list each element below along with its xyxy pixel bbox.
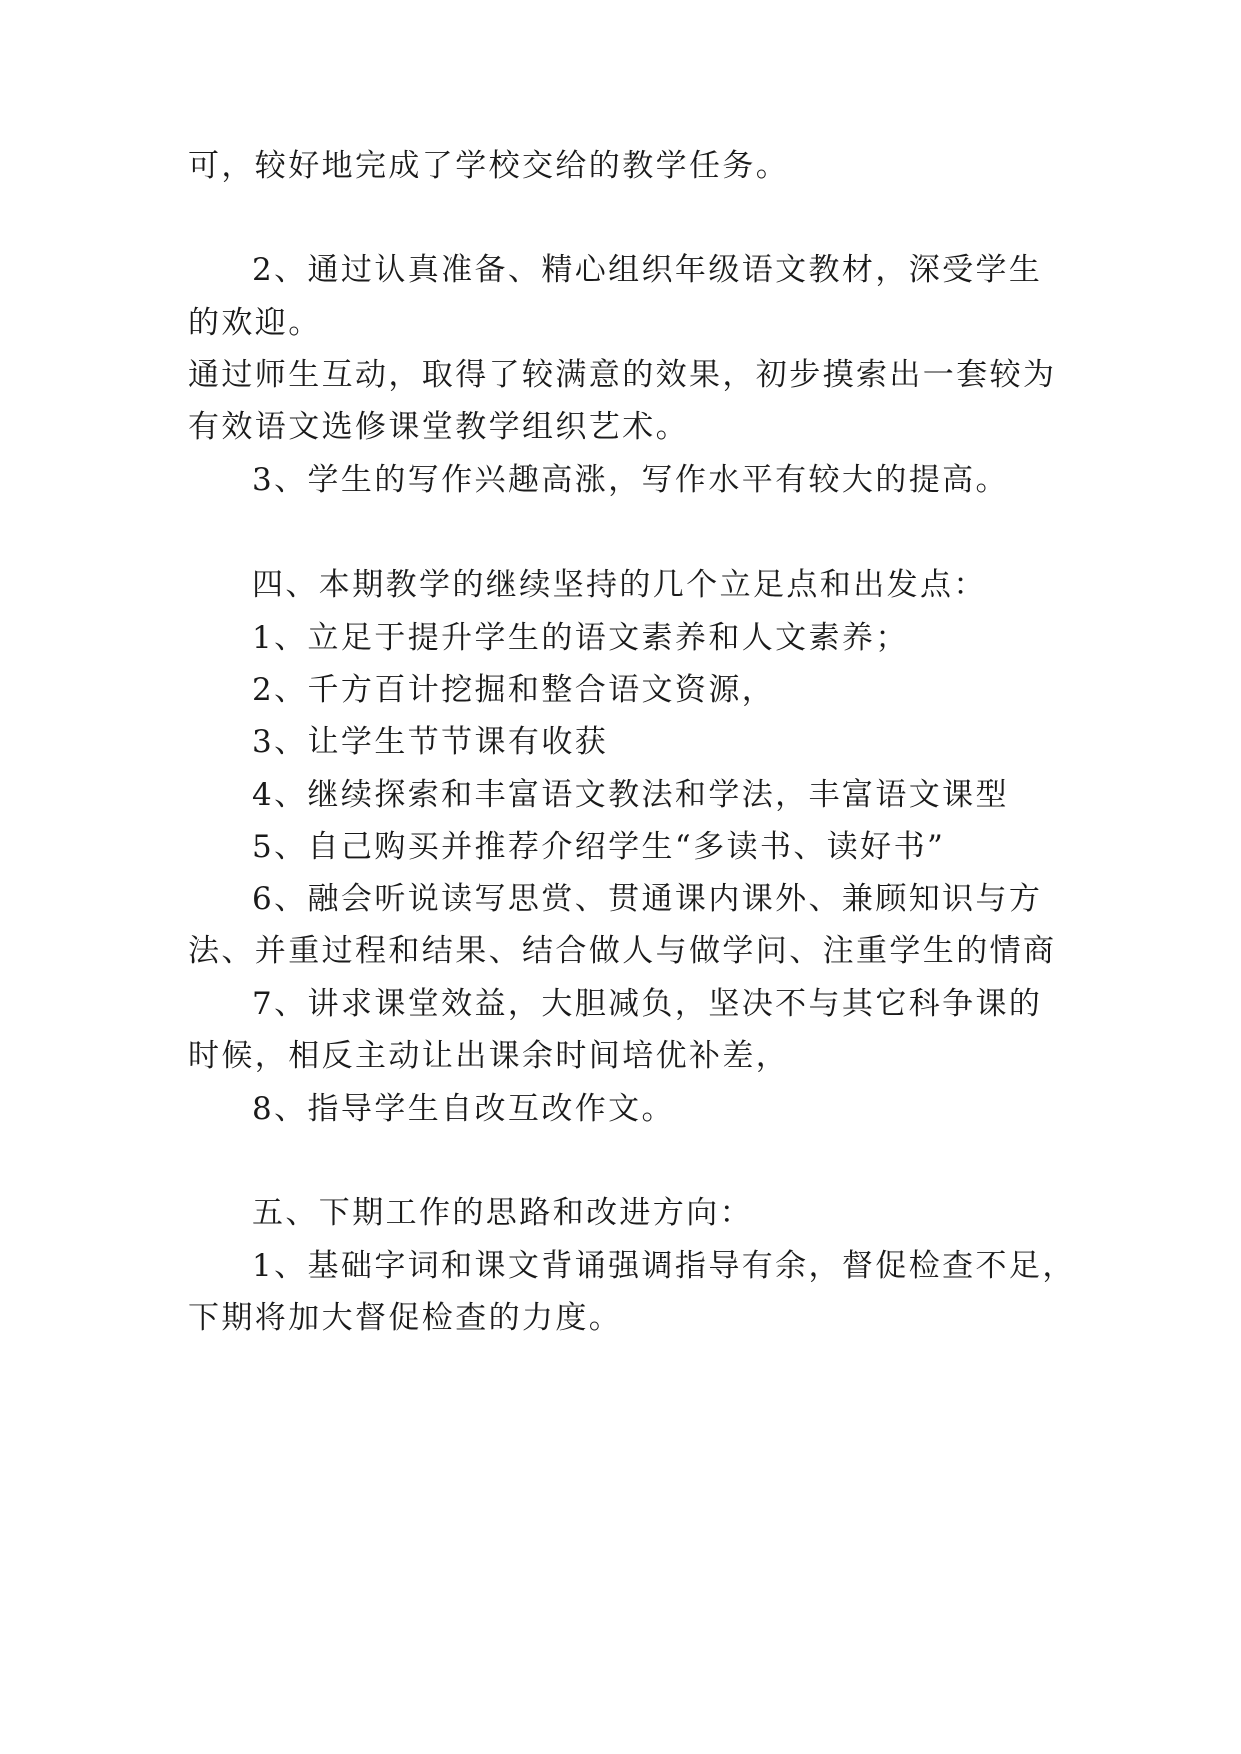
text-line: 3、让学生节节课有收获 [252,724,609,760]
text-line: 1、基础字词和课文背诵强调指导有余，督促检查不足， [252,1248,1076,1284]
text-line: 法、并重过程和结果、结合做人与做学问、注重学生的情商 [188,933,1057,969]
text-line: 通过师生互动，取得了较满意的效果，初步摸索出一套较为 [188,357,1057,393]
text-line: 6、融会听说读写思赏、贯通课内课外、兼顾知识与方 [252,881,1043,917]
text-line: 有效语文选修课堂教学组织艺术。 [188,409,689,445]
text-line: 7、讲求课堂效益，大胆减负，坚决不与其它科争课的 [252,986,1043,1022]
text-line: 5、自己购买并推荐介绍学生“多读书、读好书” [252,829,946,865]
section-heading: 五、下期工作的思路和改进方向： [252,1195,753,1231]
text-line: 的欢迎。 [188,305,322,341]
text-line: 3、学生的写作兴趣高涨，写作水平有较大的提高。 [252,462,1009,498]
text-line: 4、继续探索和丰富语文教法和学法，丰富语文课型 [252,777,1009,813]
text-line: 下期将加大督促检查的力度。 [188,1300,623,1336]
text-line: 8、指导学生自改互改作文。 [252,1091,675,1127]
text-line: 时候，相反主动让出课余时间培优补差， [188,1038,790,1074]
text-line: 1、立足于提升学生的语文素养和人文素养； [252,620,909,656]
section-heading: 四、本期教学的继续坚持的几个立足点和出发点： [252,567,987,603]
text-line: 可，较好地完成了学校交给的教学任务。 [188,148,790,184]
text-line: 2、千方百计挖掘和整合语文资源， [252,672,776,708]
text-line: 2、通过认真准备、精心组织年级语文教材，深受学生 [252,252,1043,288]
